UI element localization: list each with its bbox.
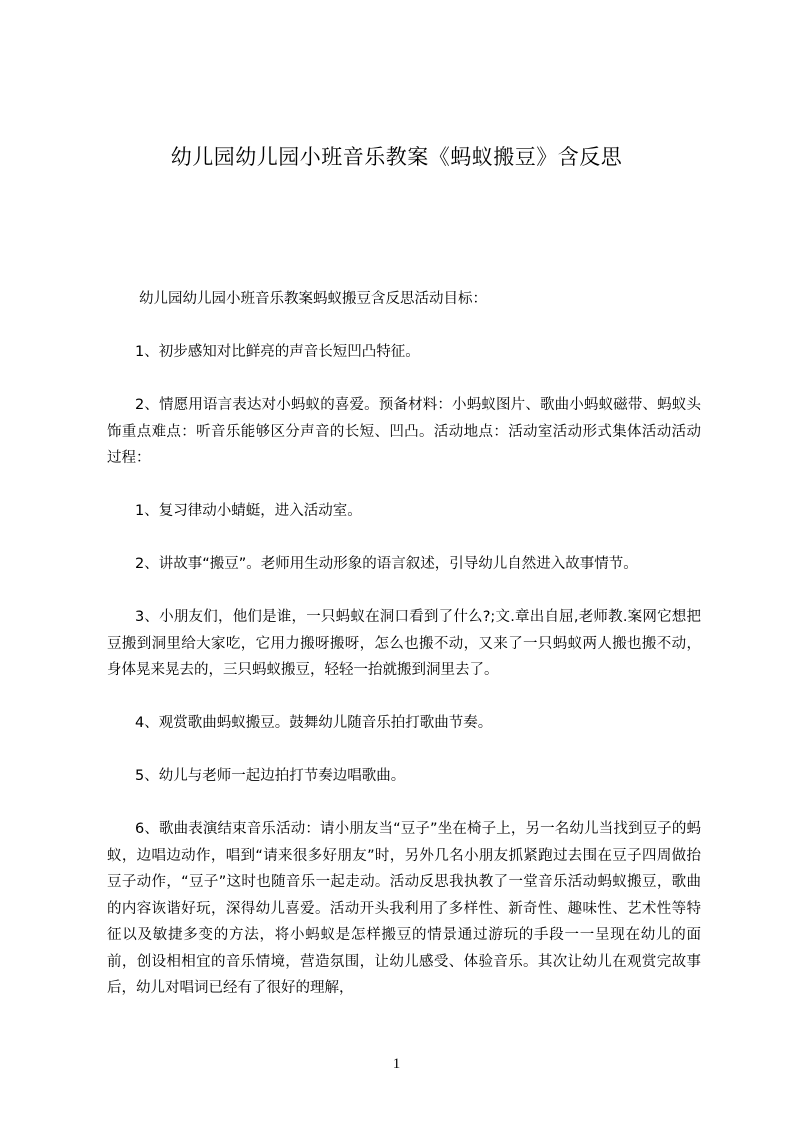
paragraph: 2、情愿用语言表达对小蚂蚁的喜爱。预备材料：小蚂蚁图片、歌曲小蚂蚁磁带、蚂蚁头饰重点难点：听音乐能够区分声音的长短、凹凸。活动地点：活动室活动形式集体活动活动过程： [107,397,701,466]
page-title: 幼儿园幼儿园小班音乐教案《蚂蚁搬豆》含反思 [170,145,623,169]
paragraph: 2、讲故事“搬豆”。老师用生动形象的语言叙述，引导幼儿自然进入故事情节。 [135,556,638,572]
paragraph: 4、观赏歌曲蚂蚁搬豆。鼓舞幼儿随音乐拍打歌曲节奏。 [135,715,493,731]
page-number: 1 [392,1056,401,1072]
paragraph: 6、歌曲表演结束音乐活动：请小朋友当“豆子”坐在椅子上，另一名幼儿当找到豆子的蚂蚁，边唱边动作，唱到“请来很多好朋友”时，另外几名小朋友抓紧跑过去围在豆子四周做抬豆子动作，“豆子”这时也随音乐一起走动。活动反思我执教了一堂音乐活动蚂蚁搬豆，歌曲的内容诙谐好玩，深得幼儿喜爱。活动开头我利用了多样性、新奇性、趣味性、艺术性等特征以及敏捷多变的方法，将小蚂蚁是怎样搬豆的情景通过游玩的手段一一呈现在幼儿的面前，创设相相宜的音乐情境，营造氛围，让幼儿感受、体验音乐。其次让幼儿在观赏完故事后，幼儿对唱词已经有了很好的理解， [107,821,701,996]
paragraph: 幼儿园幼儿园小班音乐教案蚂蚁搬豆含反思活动目标： [139,291,487,307]
paragraph: 5、幼儿与老师一起边拍打节奏边唱歌曲。 [135,768,406,784]
paragraph: 3、小朋友们，他们是谁，一只蚂蚁在洞口看到了什么?;文.章出自屈,老师教.案网它想把豆搬到洞里给大家吃，它用力搬呀搬呀，怎么也搬不动，又来了一只蚂蚁两人搬也搬不动，身体晃来晃去的，三只蚂蚁搬豆，轻轻一抬就搬到洞里去了。 [107,609,701,678]
paragraph: 1、初步感知对比鲜亮的声音长短凹凸特征。 [135,344,420,360]
body-text [107,286,701,1028]
paragraph: 1、复习律动小蜻蜓，进入活动室。 [135,503,362,519]
